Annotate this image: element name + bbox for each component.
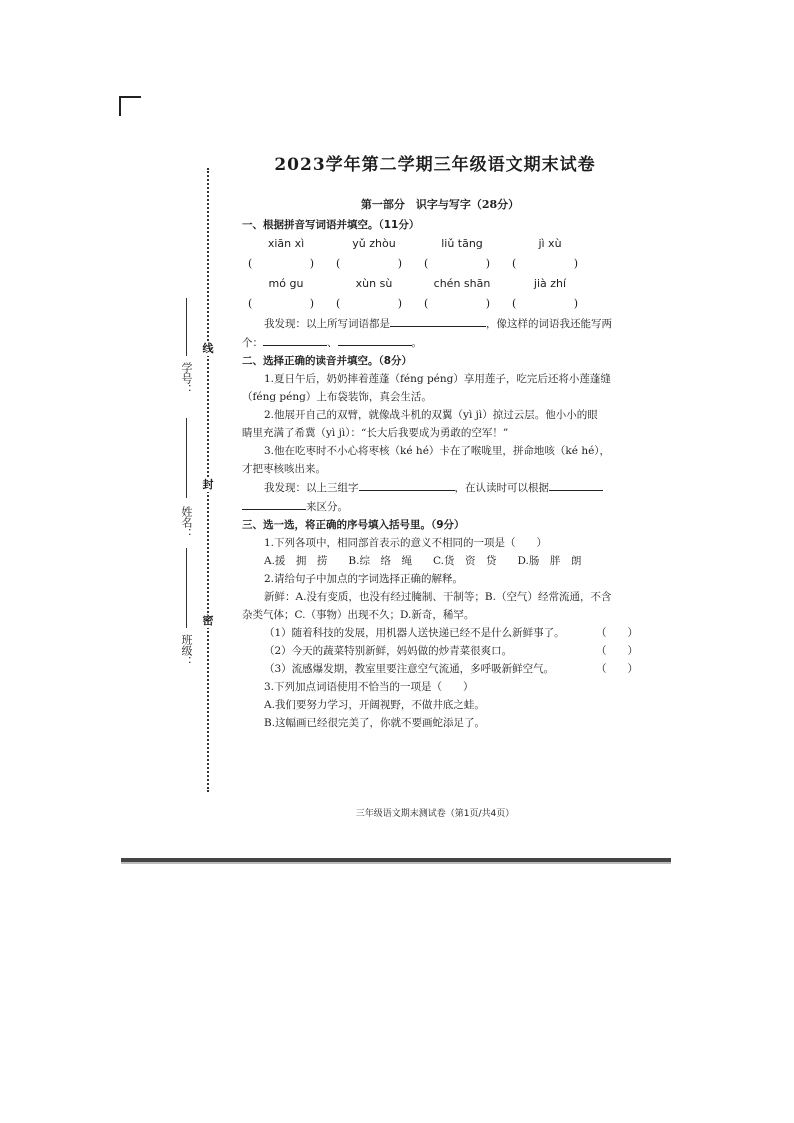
answer-bracket[interactable]: （ ） xyxy=(596,627,638,639)
question-text: 2.他展开自己的双臂，就像战斗机的双翼（yì jì）掠过云层。他小小的眼 xyxy=(264,409,598,421)
discover-line: 来区分。 xyxy=(242,497,638,516)
discover-line: 我发现：以上所写词语都是 ，像这样的词语我还能写两 xyxy=(242,314,638,333)
option-text: A.我们要努力学习，开阔视野，不做井底之蛙。 xyxy=(264,699,485,711)
definition-text: 杂类气体；C.（事物）出现不久；D.新奇，稀罕。 xyxy=(242,609,475,621)
answer-blank[interactable] xyxy=(263,333,327,346)
exam-content xyxy=(242,196,638,732)
name-label: 姓名： xyxy=(180,506,193,539)
question-text: 3.下列加点词语使用不恰当的一项是（ ） xyxy=(264,681,474,693)
name-line xyxy=(186,418,187,498)
question-options: A.援 拥 捞 B.综 络 绳 C.货 资 贷 D.肠 胖 朗 xyxy=(264,555,582,567)
answer-blank[interactable] xyxy=(390,314,486,327)
pinyin: jì xù xyxy=(538,237,562,250)
exam-title: 2023学年第二学期三年级语文期末试卷 xyxy=(274,155,596,175)
answer-bracket-row xyxy=(242,254,638,274)
pinyin: xiān xì xyxy=(267,237,305,250)
scan-corner-mark-vertical xyxy=(119,96,121,116)
sub-question: （2）今天的蔬菜特别新鲜，妈妈做的炒青菜很爽口。 （ ） xyxy=(242,642,638,660)
answer-bracket[interactable]: ( ) xyxy=(336,257,402,270)
question-text: 2.请给句子中加点的字词选择正确的解释。 xyxy=(264,573,464,585)
question-text: 1.夏日午后，奶奶摔着莲蓬（féng péng）享用莲子，吃完后还将小莲蓬缝 xyxy=(264,373,611,385)
answer-blank[interactable] xyxy=(242,497,306,510)
pinyin: xùn sù xyxy=(355,277,393,290)
binding-char-seal: 封 xyxy=(202,478,214,491)
student-no-label: 学号： xyxy=(180,362,193,395)
pinyin-row xyxy=(242,234,638,254)
question-text: （féng péng）上布袋装饰，真会生活。 xyxy=(242,391,432,403)
answer-bracket-row xyxy=(242,294,638,314)
question-text: 1.下列各项中，相同部首表示的意义不相同的一项是（ ） xyxy=(264,537,548,549)
option-text: B.这幅画已经很完美了，你就不要画蛇添足了。 xyxy=(264,717,486,729)
answer-bracket[interactable]: ( ) xyxy=(248,257,314,270)
pinyin: jià zhí xyxy=(533,277,567,290)
pinyin-row xyxy=(242,274,638,294)
answer-blank[interactable] xyxy=(359,478,455,491)
pinyin: liǔ tāng xyxy=(441,237,483,250)
answer-bracket[interactable]: ( ) xyxy=(424,257,490,270)
pinyin: yǔ zhòu xyxy=(352,237,396,250)
binding-char-line: 线 xyxy=(202,342,214,355)
scan-edge-shadow-light xyxy=(121,862,671,864)
scan-corner-mark xyxy=(119,96,141,98)
discover-line: 我发现：以上三组字 ，在认读时可以根据 xyxy=(242,478,638,497)
discover-line: 个： 、 。 xyxy=(242,333,638,352)
question-text: 才把枣核咳出来。 xyxy=(242,463,326,475)
definition-text: 新鲜：A.没有变质，也没有经过腌制、干制等；B.（空气）经常流通，不含 xyxy=(264,591,612,603)
answer-bracket[interactable]: （ ） xyxy=(596,663,638,675)
section3-title: 三、选一选，将正确的序号填入括号里。（9分） xyxy=(242,519,465,531)
pinyin: mó gu xyxy=(268,277,304,290)
section2-title: 二、选择正确的读音并填空。（8分） xyxy=(242,355,413,367)
answer-bracket[interactable]: ( ) xyxy=(248,297,314,310)
class-line xyxy=(186,548,187,628)
answer-bracket[interactable]: ( ) xyxy=(424,297,490,310)
answer-blank[interactable] xyxy=(549,478,603,491)
answer-blank[interactable] xyxy=(338,333,412,346)
part-title: 第一部分 识字与写字（28分） xyxy=(360,198,520,211)
question-text: 睛里充满了希冀（yì jì）：“长大后我要成为勇敢的空军！” xyxy=(242,427,509,439)
page-footer: 三年级语文期末测试卷（第1页/共4页） xyxy=(355,809,515,819)
binding-char-secret: 密 xyxy=(202,614,214,627)
answer-bracket[interactable]: ( ) xyxy=(336,297,402,310)
student-no-line xyxy=(186,298,187,356)
section1-title: 一、根据拼音写词语并填空。（11分） xyxy=(242,219,420,231)
answer-bracket[interactable]: ( ) xyxy=(512,297,578,310)
answer-bracket[interactable]: ( ) xyxy=(512,257,578,270)
sub-question: （1）随着科技的发展，用机器人送快递已经不是什么新鲜事了。 （ ） xyxy=(242,624,638,642)
question-text: 3.他在吃枣时不小心将枣核（ké hé）卡在了喉咙里，拼命地咳（ké hé）， xyxy=(264,445,611,457)
pinyin: chén shān xyxy=(433,277,491,290)
answer-bracket[interactable]: （ ） xyxy=(596,645,638,657)
class-label: 班级： xyxy=(180,634,193,667)
sub-question: （3）流感爆发期，教室里要注意空气流通，多呼吸新鲜空气。 （ ） xyxy=(242,660,638,678)
